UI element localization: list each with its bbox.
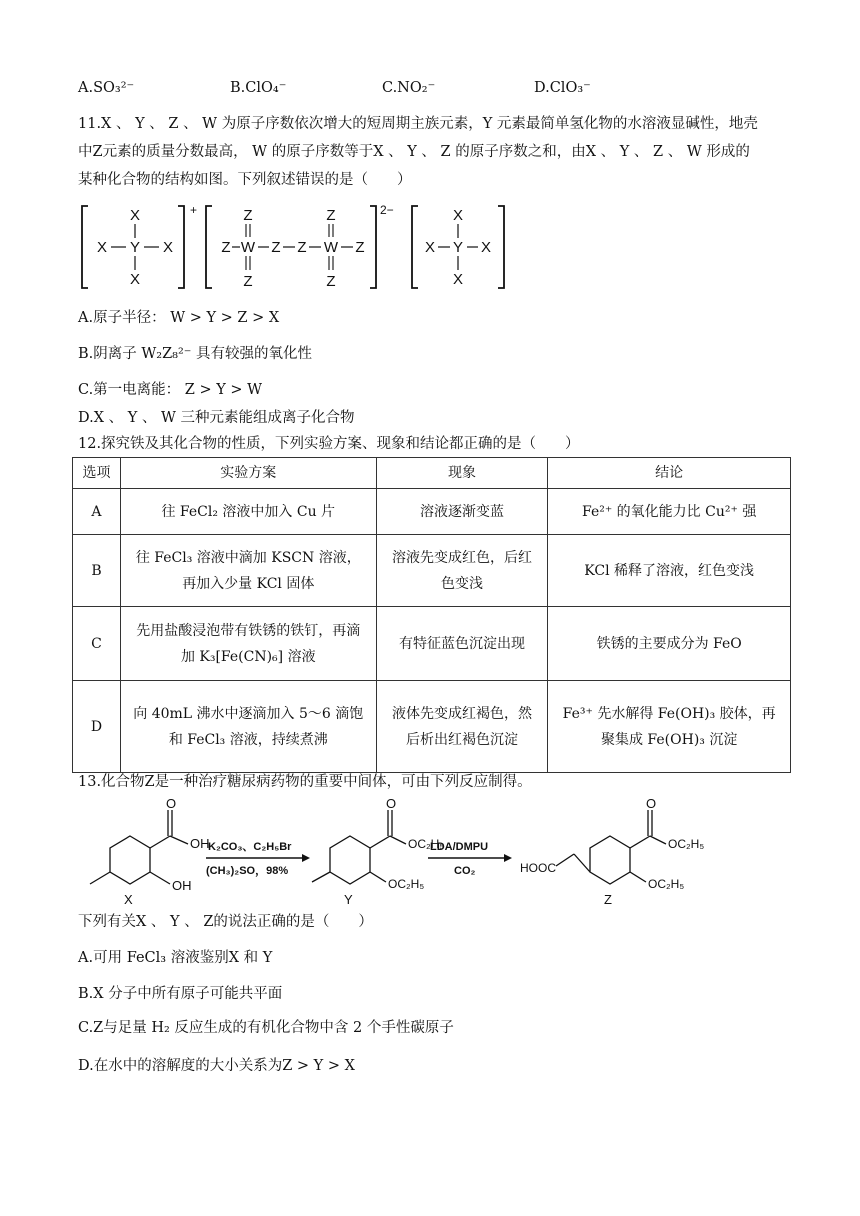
header-plan: 实验方案: [120, 458, 376, 489]
svg-text:CO₂: CO₂: [454, 865, 476, 877]
svg-text:X: X: [452, 207, 464, 224]
svg-text:Z: Z: [243, 273, 253, 290]
label-z: Z: [604, 892, 612, 907]
label-x: X: [124, 892, 133, 907]
q11-option-c: C.第一电离能： Z > Y > W: [78, 382, 263, 398]
header-phenomenon: 现象: [376, 458, 548, 489]
label-y: Y: [344, 892, 353, 907]
q11-option-b: B.阴离子 W₂Z₈²⁻ 具有较强的氧化性: [78, 346, 313, 362]
cation-right: [412, 206, 504, 288]
compound-z: [556, 810, 666, 884]
svg-text:Z: Z: [221, 239, 231, 256]
q10-option-b: B.ClO₄⁻: [230, 80, 287, 96]
table-row: B 往 FeCl₃ 溶液中滴加 KSCN 溶液， 再加入少量 KCl 固体 溶液先变成红色，后红 色变浅 KCl 稀释了溶液，红色变浅: [73, 535, 791, 607]
compound-y: [312, 810, 406, 884]
table-row: D 向 40mL 沸水中逐滴加入 5～6 滴饱 和 FeCl₃ 溶液，持续煮沸 液体先变成红褐色，然 后析出红褐色沉淀 Fe³⁺ 先水解得 Fe(OH)₃ 胶体，再 聚集成 Fe(OH)₃ 沉淀: [73, 681, 791, 773]
svg-text:OH: OH: [190, 836, 210, 851]
anion-center: [206, 203, 394, 290]
svg-text:HOOC: HOOC: [520, 861, 556, 875]
svg-text:Y: Y: [452, 239, 464, 256]
svg-text:OH: OH: [172, 878, 192, 893]
svg-text:K₂CO₃、C₂H₅Br: K₂CO₃、C₂H₅Br: [208, 841, 292, 853]
q13-option-a: A.可用 FeCl₃ 溶液鉴别X 和 Y: [78, 950, 273, 966]
svg-text:Z: Z: [326, 273, 336, 290]
q12-experiment-table: [72, 457, 791, 773]
q11-option-d: D.X 、 Y 、 W 三种元素能组成离子化合物: [78, 410, 355, 426]
svg-text:OC₂H₅: OC₂H₅: [648, 877, 685, 891]
table-header-row: [73, 458, 791, 489]
svg-text:W: W: [323, 239, 339, 256]
cation-x-top: X: [129, 207, 141, 224]
cation-y: Y: [129, 239, 141, 256]
svg-text:LDA/DMPU: LDA/DMPU: [430, 841, 489, 853]
svg-text:OC₂H₅: OC₂H₅: [408, 837, 445, 851]
cation-charge: +: [190, 203, 198, 217]
q11-option-a: A.原子半径： W > Y > Z > X: [78, 310, 280, 326]
svg-text:OC₂H₅: OC₂H₅: [668, 837, 705, 851]
q11-structure-diagram: [80, 200, 520, 296]
q13-option-d: D.在水中的溶解度的大小关系为Z > Y > X: [78, 1058, 355, 1074]
svg-text:OC₂H₅: OC₂H₅: [388, 877, 425, 891]
table-row: A 往 FeCl₂ 溶液中加入 Cu 片 溶液逐渐变蓝 Fe²⁺ 的氧化能力比 Cu²⁺ 强: [73, 489, 791, 535]
q10-option-a: A.SO₃²⁻: [78, 80, 135, 96]
svg-text:(CH₃)₂SO，98%: (CH₃)₂SO，98%: [206, 865, 289, 877]
q10-option-c: C.NO₂⁻: [382, 80, 436, 96]
q13-option-c: C.Z与足量 H₂ 反应生成的有机化合物中含 2 个手性碳原子: [78, 1020, 454, 1036]
svg-text:W: W: [240, 239, 256, 256]
header-option: 选项: [73, 458, 121, 489]
q11-stem-line1: 11.X 、 Y 、 Z 、 W 为原子序数依次增大的短周期主族元素，Y 元素最简单氢化物的水溶液显碱性，地壳: [78, 116, 758, 132]
q10-option-d: D.ClO₃⁻: [534, 80, 591, 96]
q11-stem-line3: 某种化合物的结构如图。下列叙述错误的是（ ）: [78, 172, 412, 188]
svg-text:X: X: [452, 271, 464, 288]
svg-text:Z: Z: [271, 239, 281, 256]
cation-x-left: X: [96, 239, 108, 256]
anion-charge: 2−: [380, 203, 394, 217]
q13-option-b: B.X 分子中所有原子可能共平面: [78, 986, 283, 1002]
cation-left: [82, 203, 197, 288]
svg-text:Z: Z: [243, 207, 253, 224]
svg-text:Z: Z: [326, 207, 336, 224]
svg-text:X: X: [424, 239, 436, 256]
svg-text:O: O: [166, 798, 177, 811]
q12-stem: 12.探究铁及其化合物的性质，下列实验方案、现象和结论都正确的是（ ）: [78, 436, 580, 452]
q13-question: 下列有关X 、 Y 、 Z的说法正确的是（ ）: [78, 914, 373, 930]
svg-text:Z: Z: [355, 239, 365, 256]
q13-reaction-scheme: [80, 798, 760, 908]
svg-text:O: O: [386, 798, 397, 811]
svg-text:X: X: [480, 239, 492, 256]
q11-stem-line2: 中Z元素的质量分数最高， W 的原子序数等于X 、 Y 、 Z 的原子序数之和，由X 、 Y 、 Z 、 W 形成的: [78, 144, 750, 160]
header-conclusion: 结论: [548, 458, 791, 489]
q13-stem: 13.化合物Z是一种治疗糖尿病药物的重要中间体，可由下列反应制得。: [78, 774, 532, 790]
svg-text:Z: Z: [297, 239, 307, 256]
table-row: C 先用盐酸浸泡带有铁锈的铁钉，再滴 加 K₃[Fe(CN)₆] 溶液 有特征蓝色沉淀出现 铁锈的主要成分为 FeO: [73, 607, 791, 681]
compound-x: [90, 810, 188, 884]
cation-x-bottom: X: [129, 271, 141, 288]
cation-x-right: X: [162, 239, 174, 256]
svg-text:O: O: [646, 798, 657, 811]
